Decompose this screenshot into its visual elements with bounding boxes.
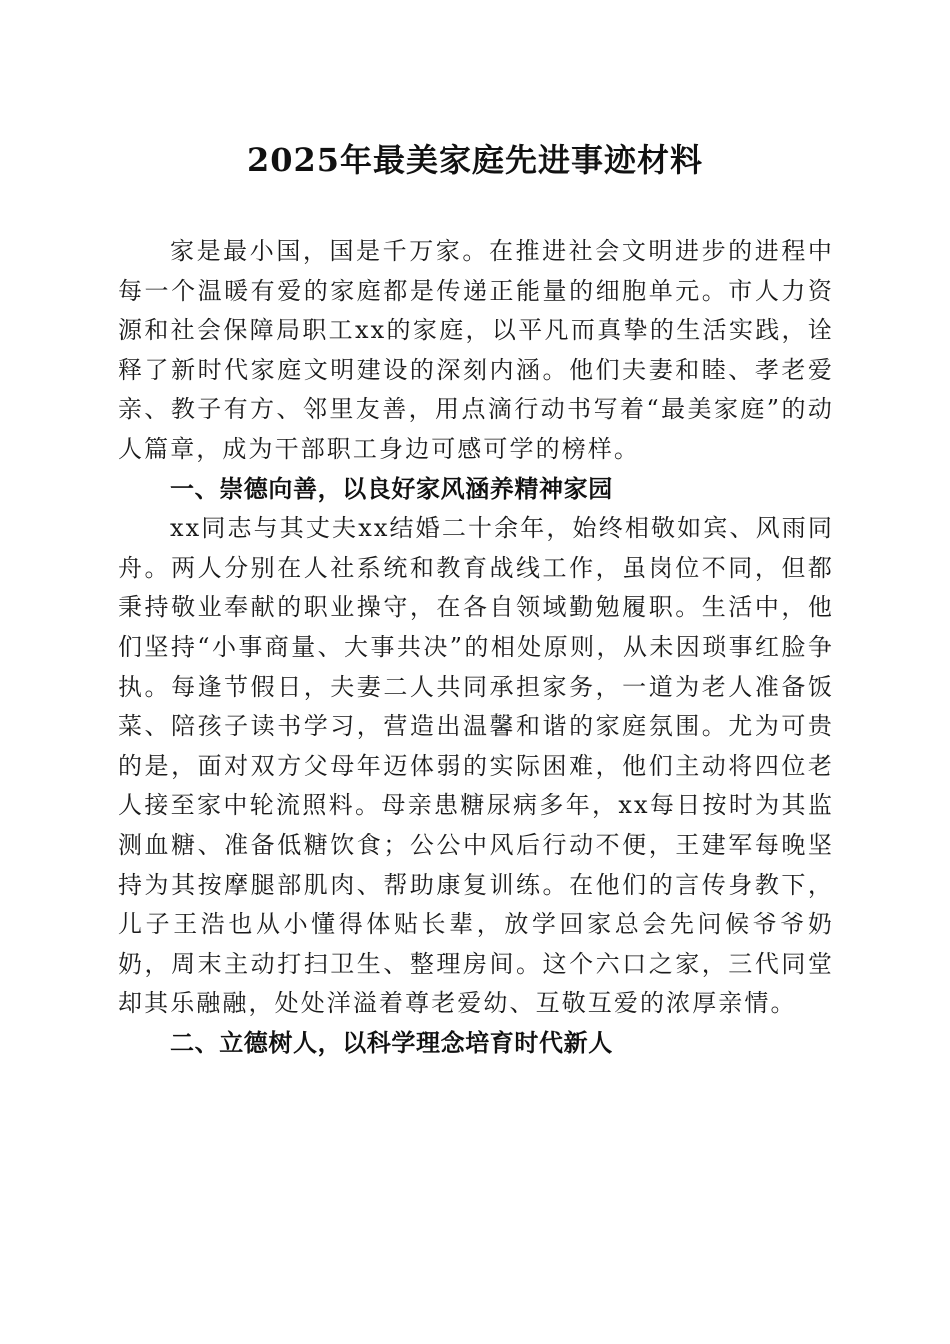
section-1-paragraph: xx同志与其丈夫xx结婚二十余年，始终相敬如宾、风雨同舟。两人分别在人社系统和教育战线工作，虽岗位不同，但都秉持敬业奉献的职业操守，在各自领域勤勉履职。生活中，他们坚持“小事商量、大事共决”的相处原则，从未因琐事红脸争执。每逢节假日，夫妻二人共同承担家务，一道为老人准备饭菜、陪孩子读书学习，营造出温馨和谐的家庭氛围。尤为可贵的是，面对双方父母年迈体弱的实际困难，他们主动将四位老人接至家中轮流照料。母亲患糖尿病多年，xx每日按时为其监测血糖、准备低糖饮食；公公中风后行动不便，王建军每晚坚持为其按摩腿部肌肉、帮助康复训练。在他们的言传身教下，儿子王浩也从小懂得体贴长辈，放学回家总会先问候爷爷奶奶，周末主动打扫卫生、整理房间。这个六口之家，三代同堂却其乐融融，处处洋溢着尊老爱幼、互敬互爱的浓厚亲情。 xyxy=(118,514,834,1018)
section-2-heading: 二、立德树人，以科学理念培育时代新人 xyxy=(170,1028,613,1057)
intro-paragraph: 家是最小国，国是千万家。在推进社会文明进步的进程中每一个温暖有爱的家庭都是传递正能量的细胞单元。市人力资源和社会保障局职工xx的家庭，以平凡而真挚的生活实践，诠释了新时代家庭文明建设的深刻内涵。他们夫妻和睦、孝老爱亲、教子有方、邻里友善，用点滴行动书写着“最美家庭”的动人篇章，成为干部职工身边可感可学的榜样。 xyxy=(118,237,834,463)
document-body xyxy=(118,232,834,1063)
section-1-heading: 一、崇德向善，以良好家风涵养精神家园 xyxy=(170,474,613,503)
document-title: 2025年最美家庭先进事迹材料 xyxy=(246,141,704,179)
